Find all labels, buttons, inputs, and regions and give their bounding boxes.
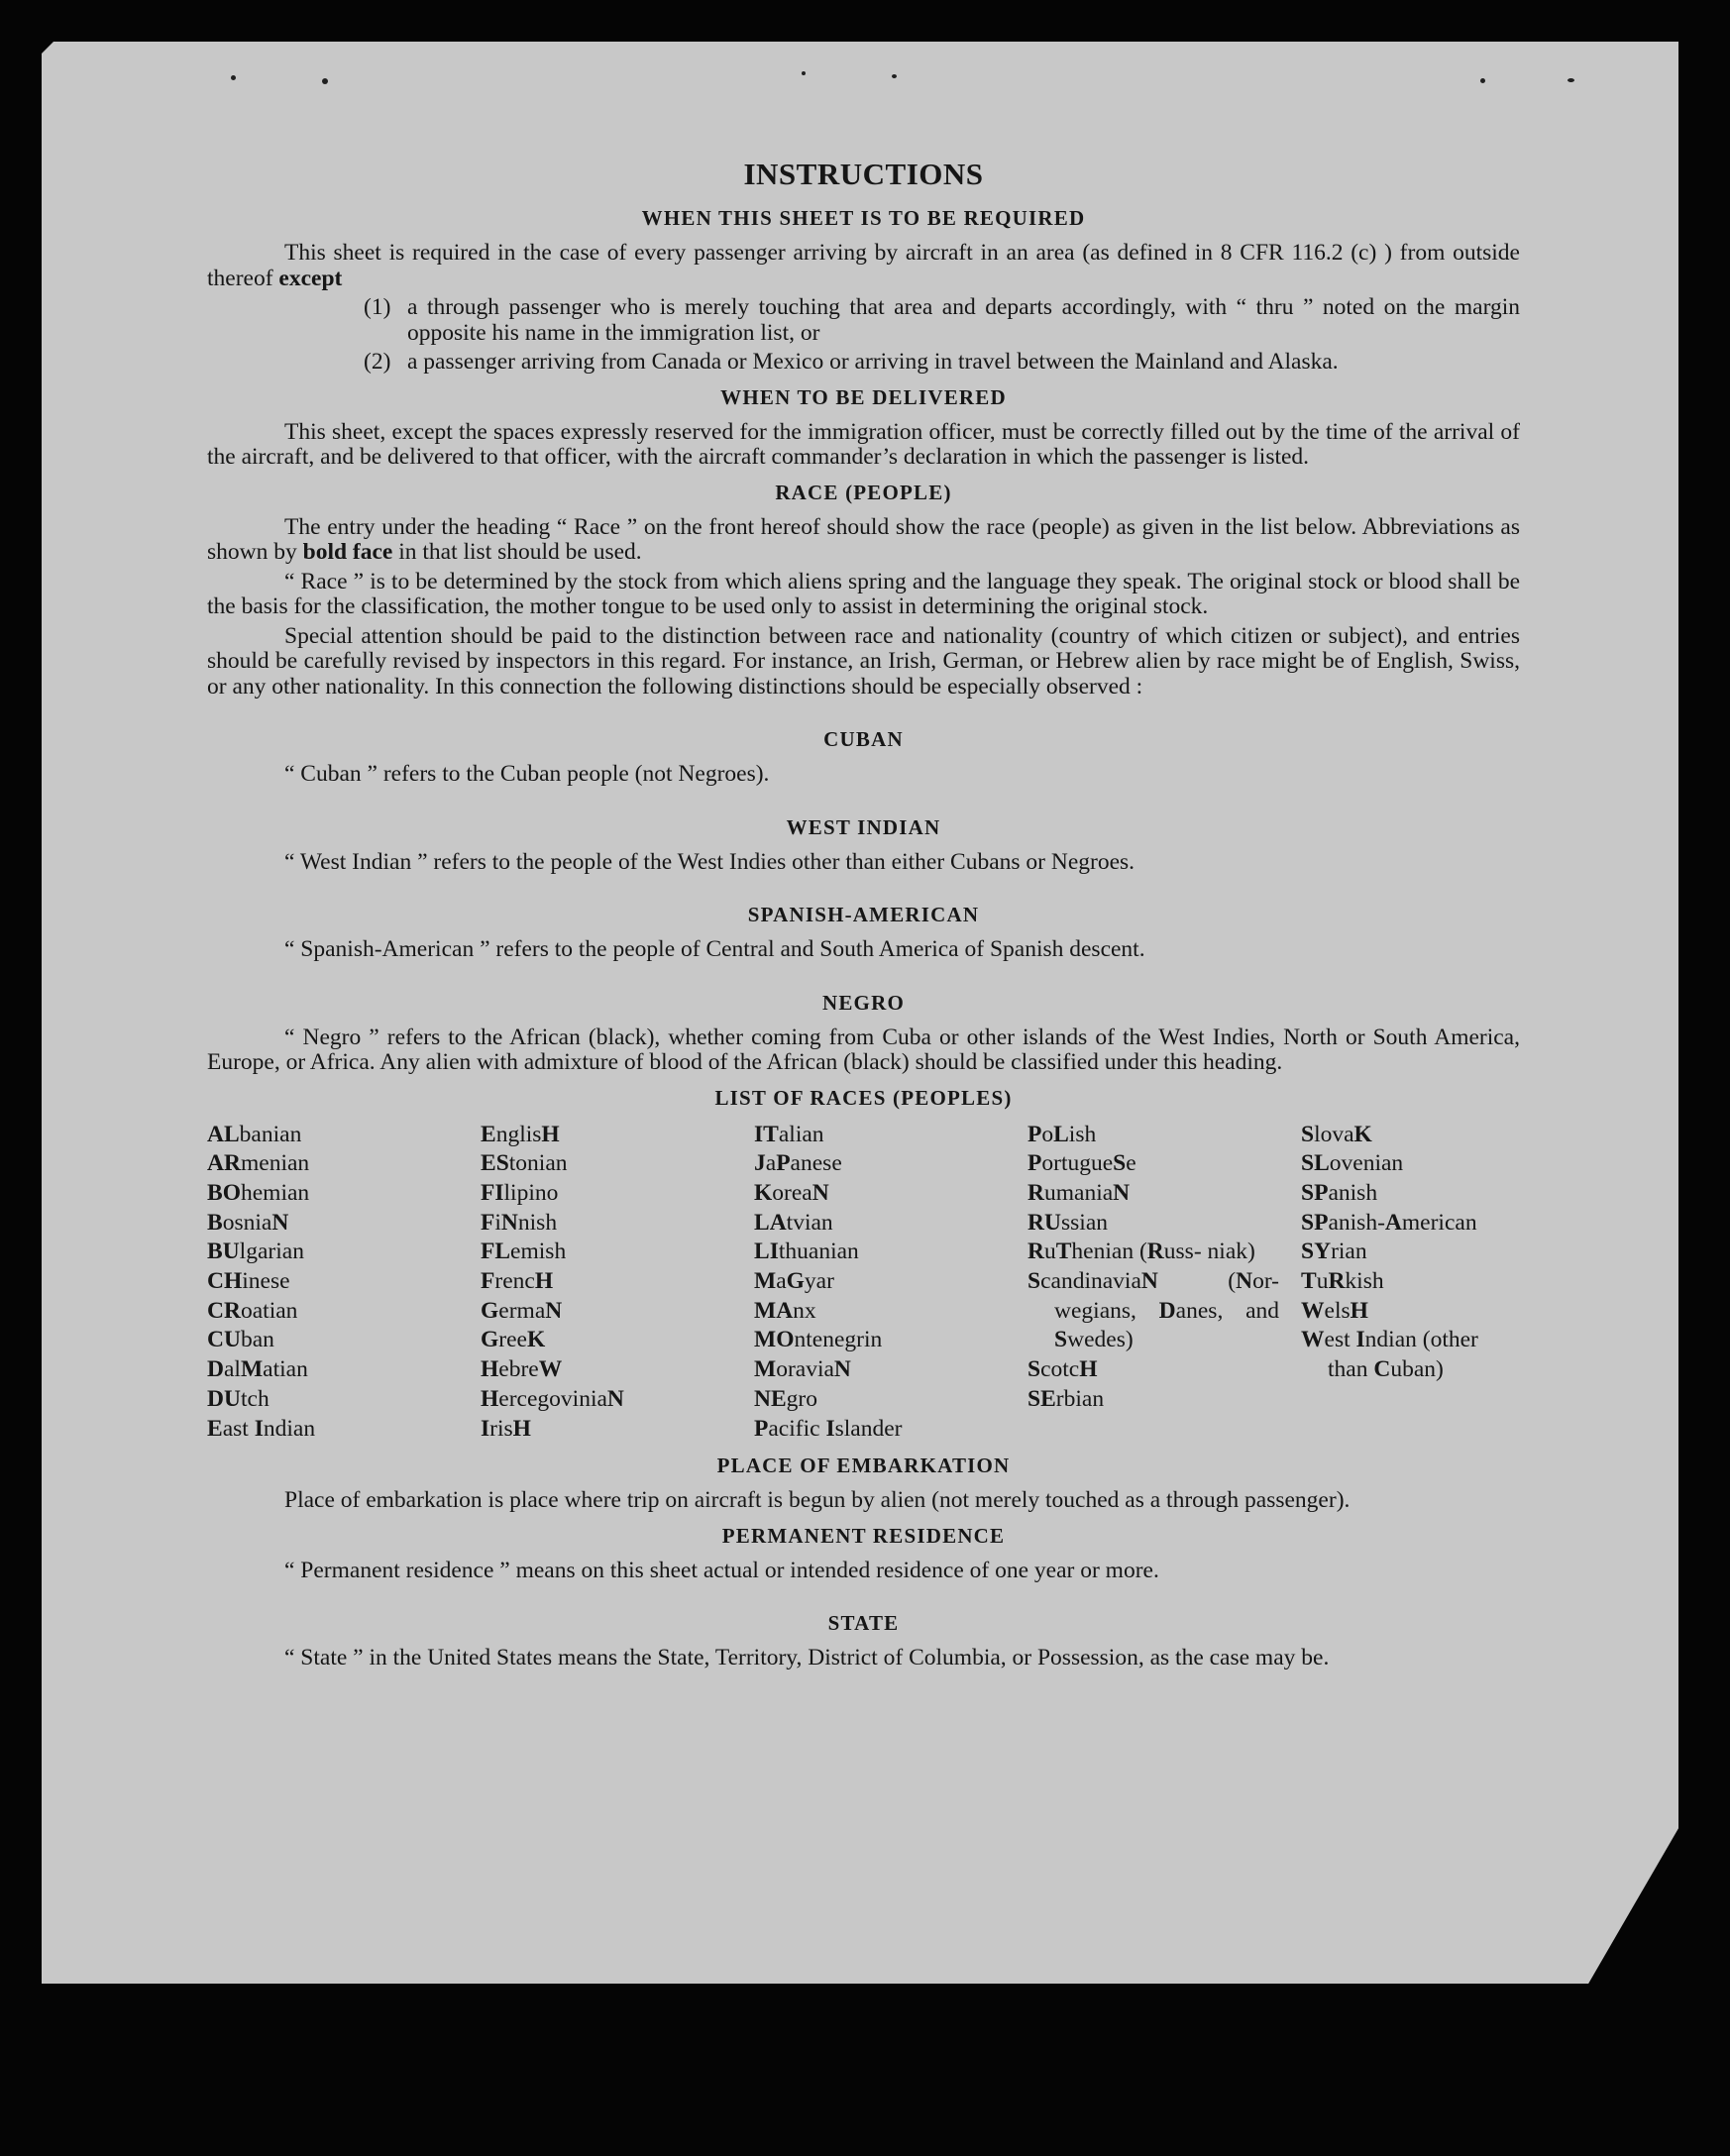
race-item: SPanish-American — [1301, 1209, 1477, 1236]
race-item: ARmenian — [207, 1150, 310, 1177]
heading-embarkation: PLACE OF EMBARKATION — [716, 1454, 1011, 1478]
race-item: EStonian — [481, 1150, 568, 1177]
race-item: HercegoviniaN — [481, 1385, 624, 1412]
race-item: WelsH — [1301, 1297, 1368, 1324]
race-item: Pacific Islander — [754, 1415, 903, 1442]
residence-text: “ Permanent residence ” means on this sheet actual or intended residence of one year or more. — [284, 1557, 1159, 1583]
heading-cuban: CUBAN — [823, 727, 904, 751]
race-item: SYrian — [1301, 1239, 1367, 1265]
race-column — [1301, 1121, 1520, 1445]
state-text: “ State ” in the United States means the State, Territory, District of Columbia, or Possession, as the case may be. — [284, 1645, 1330, 1671]
exception-clause: (2) a passenger arriving from Canada or Mexico or arriving in travel between the Mainland and Alaska. — [364, 349, 1339, 375]
speck — [1568, 78, 1574, 82]
race-item: CUban — [207, 1327, 274, 1353]
race-item: CRoatian — [207, 1297, 298, 1324]
west-indian-text: “ West Indian ” refers to the people of the West Indies other than either Cubans or Negroes. — [284, 848, 1135, 875]
race-item: PoLish — [1027, 1121, 1097, 1147]
race-item: MAnx — [754, 1297, 816, 1324]
race-item: MaGyar — [754, 1268, 834, 1295]
race-item: LIthuanian — [754, 1239, 859, 1265]
heading-race: RACE (PEOPLE) — [775, 480, 952, 504]
race-item: NEgro — [754, 1385, 817, 1412]
race-paragraph: “ Race ” is to be determined by the stock from which aliens spring and the language they speak. The original stock or blood shall be the basis for the classification, the mother tongue to be used only to assist in determining the original stock. — [207, 568, 1520, 619]
race-item: BUlgarian — [207, 1239, 304, 1265]
race-item: GreeK — [481, 1327, 546, 1353]
race-item: GermaN — [481, 1297, 563, 1324]
race-item: MoraviaN — [754, 1356, 851, 1383]
spanish-american-text: “ Spanish-American ” refers to the people of Central and South America of Spanish descent. — [284, 936, 1145, 962]
race-item: SPanish — [1301, 1179, 1378, 1206]
embarkation-text: Place of embarkation is place where trip on aircraft is begun by alien (not merely touched as a through passenger). — [284, 1487, 1351, 1514]
race-item: DUtch — [207, 1385, 270, 1412]
negro-text: “ Negro ” refers to the African (black), whether coming from Cuba or other islands of the West Indies, North or South America, Europe, or Africa. Any alien with admixture of blood of the African (black) should be classified under this heading. — [207, 1024, 1520, 1075]
race-item: FrencH — [481, 1268, 554, 1295]
required-intro: This sheet is required in the case of every passenger arriving by aircraft in an area (as defined in 8 CFR 116.2 (c) ) from outside thereof except — [207, 240, 1520, 291]
race-item: FLemish — [481, 1239, 567, 1265]
speck — [892, 74, 897, 78]
race-column — [207, 1121, 481, 1445]
race-column — [481, 1121, 754, 1445]
heading-list-of-races: LIST OF RACES (PEOPLES) — [714, 1085, 1013, 1110]
heading-spanish-american: SPANISH-AMERICAN — [747, 903, 980, 926]
race-item: ALbanian — [207, 1121, 302, 1147]
race-item: BosniaN — [207, 1209, 289, 1236]
exception-clauses — [207, 295, 1520, 376]
race-item: RUssian — [1027, 1209, 1108, 1236]
race-item: PortugueSe — [1027, 1150, 1136, 1177]
race-item: East Indian — [207, 1415, 316, 1442]
race-item: RuThenian (Russ- niak) — [1027, 1239, 1255, 1265]
race-column — [754, 1121, 1027, 1445]
cuban-text: “ Cuban ” refers to the Cuban people (not Negroes). — [284, 761, 770, 787]
exception-clause: (1) a through passenger who is merely touching that area and departs accordingly, with “ thru ” noted on the margin opposite his name in the immigration list, or — [364, 294, 1520, 346]
heading-delivered: WHEN TO BE DELIVERED — [720, 384, 1007, 409]
race-item: FiNnish — [481, 1209, 558, 1236]
race-item: ITalian — [754, 1121, 824, 1147]
race-item: ScotcH — [1027, 1356, 1098, 1383]
heading-negro: NEGRO — [821, 990, 905, 1015]
heading-residence: PERMANENT RESIDENCE — [721, 1523, 1006, 1548]
race-item: KoreaN — [754, 1179, 829, 1206]
race-item: BOhemian — [207, 1179, 310, 1206]
race-item: DalMatian — [207, 1356, 308, 1383]
heading-state: STATE — [827, 1611, 900, 1636]
race-item: FIlipino — [481, 1179, 559, 1206]
race-item: HebreW — [481, 1356, 563, 1383]
race-item: CHinese — [207, 1268, 290, 1295]
race-column — [1027, 1121, 1301, 1445]
page-title: INSTRUCTIONS — [743, 157, 984, 191]
heading-west-indian: WEST INDIAN — [786, 814, 941, 839]
race-item: MOntenegrin — [754, 1327, 883, 1353]
race-item: LAtvian — [754, 1209, 833, 1236]
race-item: ScandinaviaN (Nor- wegians, Danes, and Swedes) — [1027, 1268, 1279, 1353]
delivered-text: This sheet, except the spaces expressly reserved for the immigration officer, must be correctly filled out by the time of the arrival of the aircraft, and be delivered to that officer, with the aircraft commander’s declaration in which the passenger is listed. — [207, 418, 1520, 470]
speck — [322, 78, 328, 84]
race-item: JaPanese — [754, 1150, 842, 1177]
race-item: SlovaK — [1301, 1121, 1372, 1147]
race-item: West Indian (other than Cuban) — [1301, 1327, 1478, 1383]
speck — [1480, 78, 1485, 83]
speck — [802, 71, 806, 75]
race-item: SLovenian — [1301, 1150, 1404, 1177]
race-paragraph: The entry under the heading “ Race ” on the front hereof should show the race (people) as given in the list below. Abbreviations as shown by bold face in that list should be used. — [207, 513, 1520, 565]
race-paragraph: Special attention should be paid to the distinction between race and nationality (country of which citizen or subject), and entries should be carefully revised by inspectors in this regard. For instance, an Irish, German, or Hebrew alien by race might be of English, Swiss, or any other nationality. In this connection the following distinctions should be especially observed : — [207, 622, 1520, 700]
race-item: EnglisH — [481, 1121, 560, 1147]
instructions-content — [207, 157, 1520, 1671]
race-item: TuRkish — [1301, 1268, 1384, 1295]
race-item: RumaniaN — [1027, 1179, 1131, 1206]
race-list — [207, 1121, 1520, 1445]
race-item: SErbian — [1027, 1385, 1105, 1412]
speck — [231, 75, 236, 80]
heading-required: WHEN THIS SHEET IS TO BE REQUIRED — [641, 206, 1086, 230]
race-item: IrisH — [481, 1415, 531, 1442]
